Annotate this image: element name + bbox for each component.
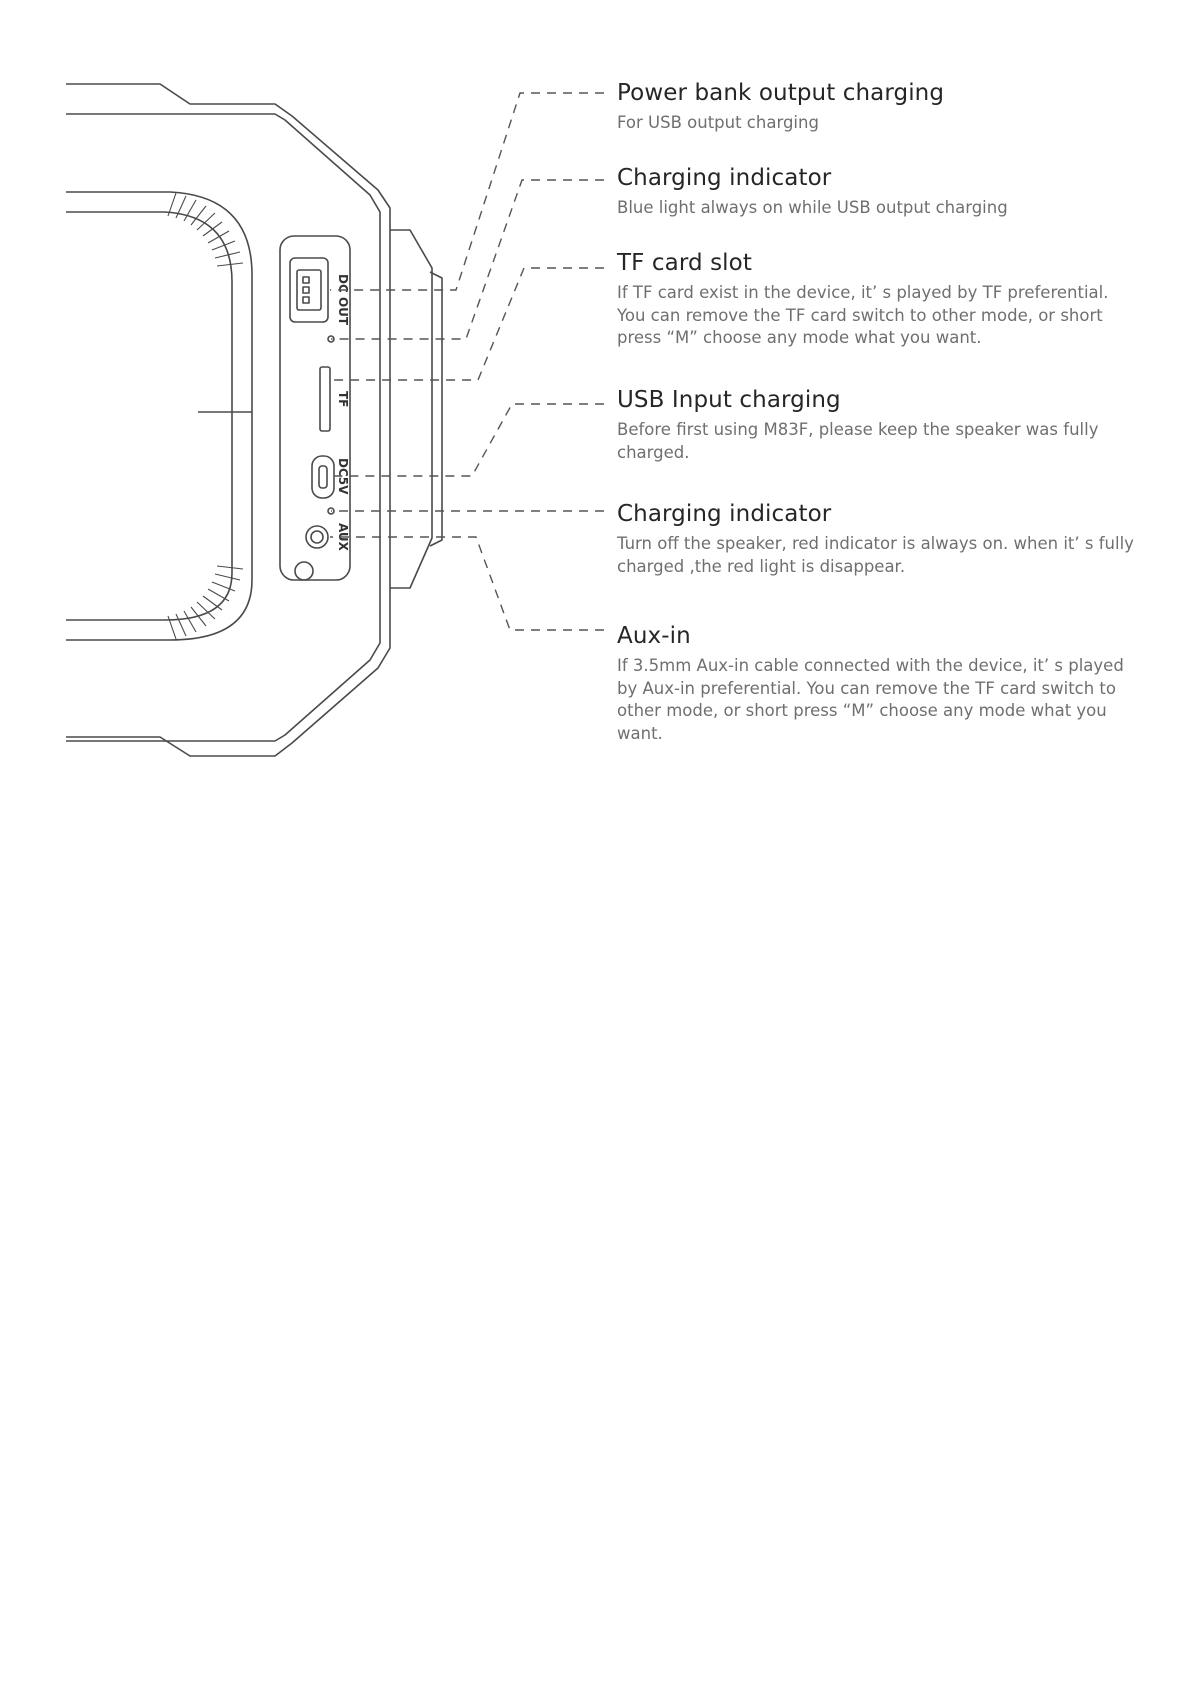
port-label-dc-out: DC OUT bbox=[336, 274, 350, 326]
callout-title: USB Input charging bbox=[617, 387, 841, 413]
callout-description: Before first using M83F, please keep the speaker was fully charged. bbox=[617, 420, 1099, 462]
callout-title: TF card slot bbox=[617, 250, 752, 276]
callout-description: If 3.5mm Aux-in cable connected with the device, it’ s played by Aux-in preferential. You can remove the TF card switch to other mode, or short press “M” choose any mode what you want. bbox=[617, 656, 1124, 743]
callout-usb-input-charging bbox=[617, 385, 1137, 464]
tf-card-slot bbox=[320, 367, 330, 431]
port-label-tf: TF bbox=[336, 391, 350, 408]
speaker-grille-outline bbox=[66, 192, 252, 640]
port-label-aux: AUX bbox=[336, 523, 350, 551]
side-cap-outline bbox=[390, 230, 442, 588]
callout-power-bank-output bbox=[617, 78, 1137, 135]
leader-line-tf-slot bbox=[332, 268, 604, 380]
leader-line-usb-input bbox=[334, 404, 604, 476]
speaker-body-outline bbox=[66, 84, 390, 756]
callout-charging-indicator-red bbox=[617, 499, 1137, 578]
port-label-dc5v: DC5V bbox=[336, 458, 350, 495]
leader-line-aux bbox=[330, 537, 604, 630]
callout-title: Charging indicator bbox=[617, 165, 832, 191]
usb-output-port bbox=[290, 258, 328, 322]
leader-line-power-bank bbox=[330, 93, 604, 290]
callout-description: Turn off the speaker, red indicator is always on. when it’ s fully charged ,the red light is disappear. bbox=[617, 534, 1134, 576]
callout-title: Power bank output charging bbox=[617, 80, 945, 106]
callout-tf-card-slot bbox=[617, 248, 1137, 350]
callout-description: For USB output charging bbox=[617, 113, 819, 132]
callout-aux-in bbox=[617, 621, 1137, 745]
callout-title: Aux-in bbox=[617, 623, 691, 649]
leader-line-blue-indicator bbox=[331, 180, 604, 339]
micro-usb-input-port bbox=[312, 456, 334, 498]
callout-description: If TF card exist in the device, it’ s played by TF preferential. You can remove the TF card switch to other mode, or short press “M” choose any mode what you want. bbox=[617, 283, 1109, 347]
callout-description: Blue light always on while USB output charging bbox=[617, 198, 1008, 217]
callout-charging-indicator-blue bbox=[617, 163, 1137, 220]
callout-title: Charging indicator bbox=[617, 501, 832, 527]
aux-jack bbox=[306, 526, 328, 548]
